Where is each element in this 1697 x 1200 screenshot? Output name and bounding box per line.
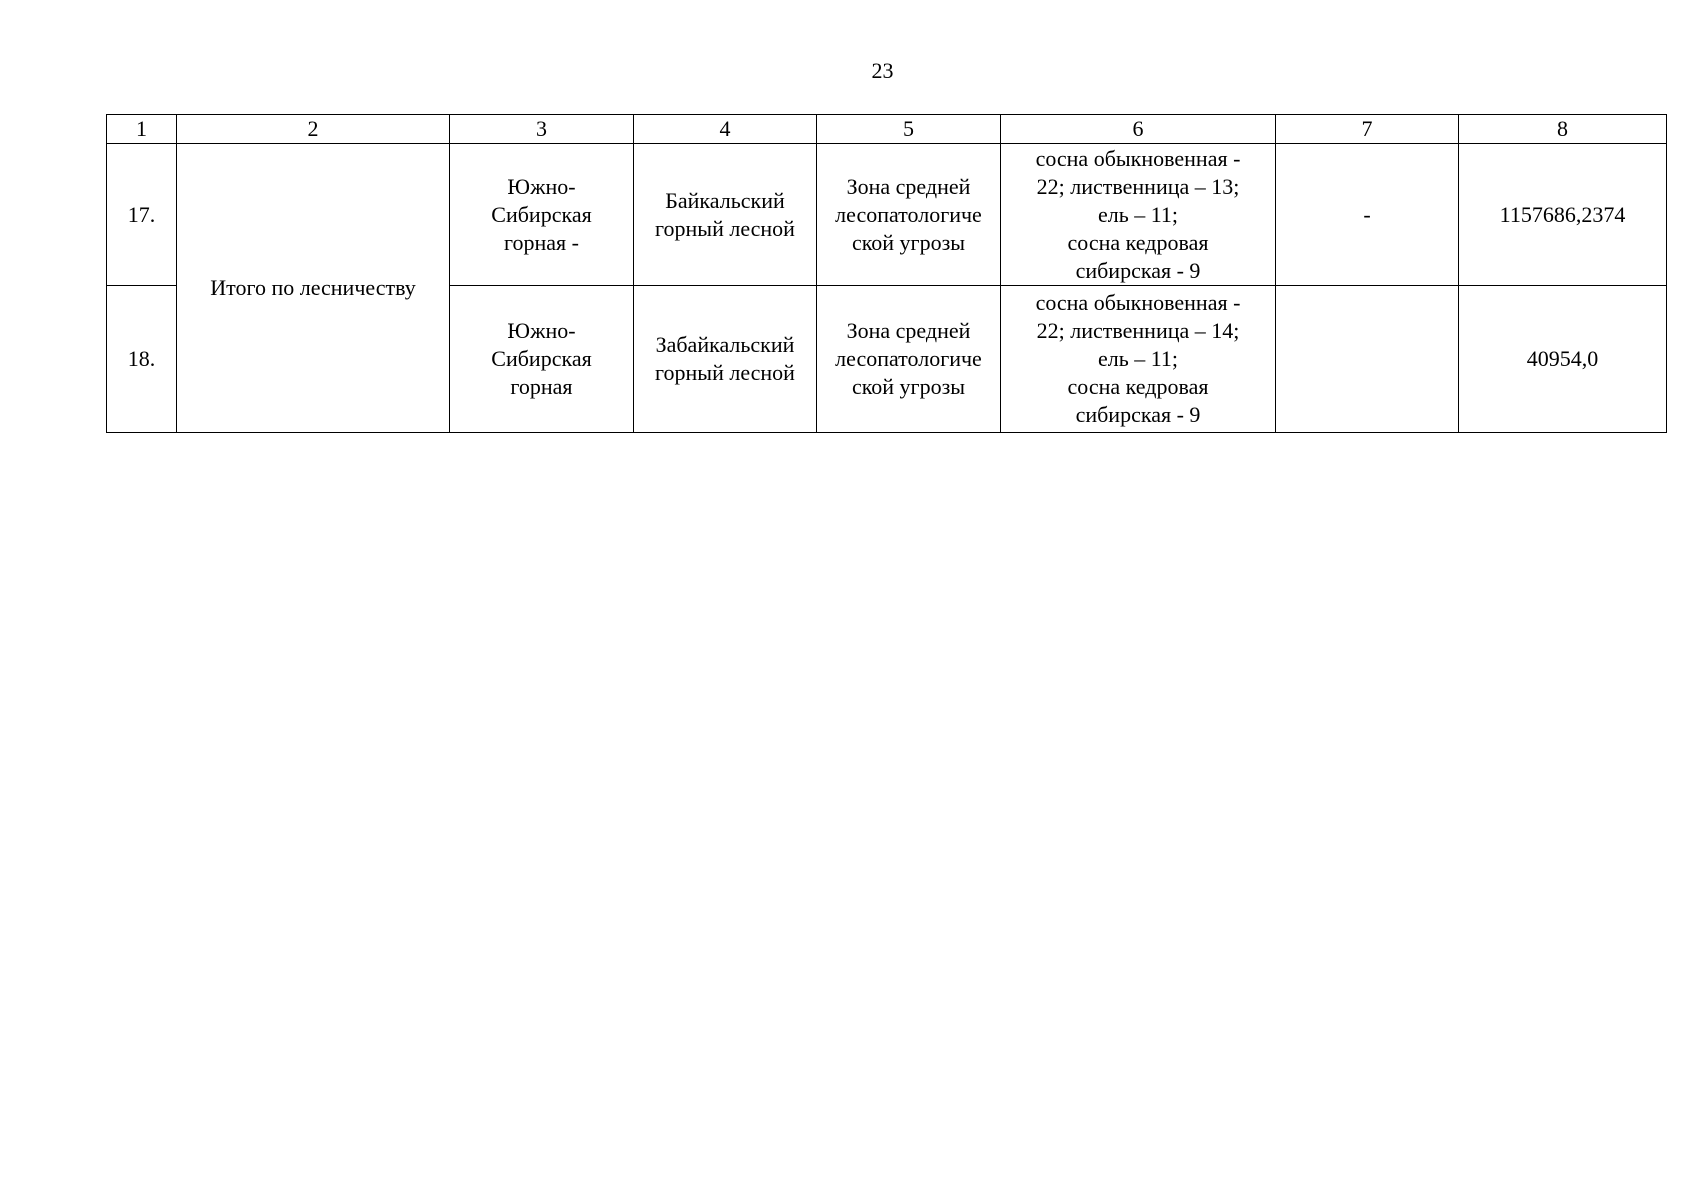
forest-district-cell: Байкальский горный лесной [634, 144, 817, 286]
forest-region-cell: Южно- Сибирская горная [450, 286, 634, 433]
header-cell: 3 [450, 115, 634, 144]
total-by-forestry-cell: Итого по лесничеству [177, 144, 450, 433]
row-number: 17. [107, 144, 177, 286]
species-cell: сосна обыкновенная - 22; лиственница – 13; ель – 11; сосна кедровая сибирская - 9 [1001, 144, 1276, 286]
threat-zone-cell: Зона средней лесопатологиче ской угрозы [817, 286, 1001, 433]
area-value-cell: 40954,0 [1459, 286, 1667, 433]
header-cell: 5 [817, 115, 1001, 144]
column-7-cell [1276, 286, 1459, 433]
forest-region-cell: Южно- Сибирская горная - [450, 144, 634, 286]
header-cell: 1 [107, 115, 177, 144]
header-cell: 2 [177, 115, 450, 144]
column-7-cell: - [1276, 144, 1459, 286]
species-cell: сосна обыкновенная - 22; лиственница – 14; ель – 11; сосна кедровая сибирская - 9 [1001, 286, 1276, 433]
header-cell: 6 [1001, 115, 1276, 144]
forest-zones-table [106, 114, 1667, 433]
threat-zone-cell: Зона средней лесопатологиче ской угрозы [817, 144, 1001, 286]
forest-district-cell: Забайкальский горный лесной [634, 286, 817, 433]
header-cell: 8 [1459, 115, 1667, 144]
header-cell: 4 [634, 115, 817, 144]
table-row [107, 144, 1667, 286]
area-value-cell: 1157686,2374 [1459, 144, 1667, 286]
row-number: 18. [107, 286, 177, 433]
table-header-row [107, 115, 1667, 144]
page-number: 23 [871, 58, 894, 83]
header-cell: 7 [1276, 115, 1459, 144]
